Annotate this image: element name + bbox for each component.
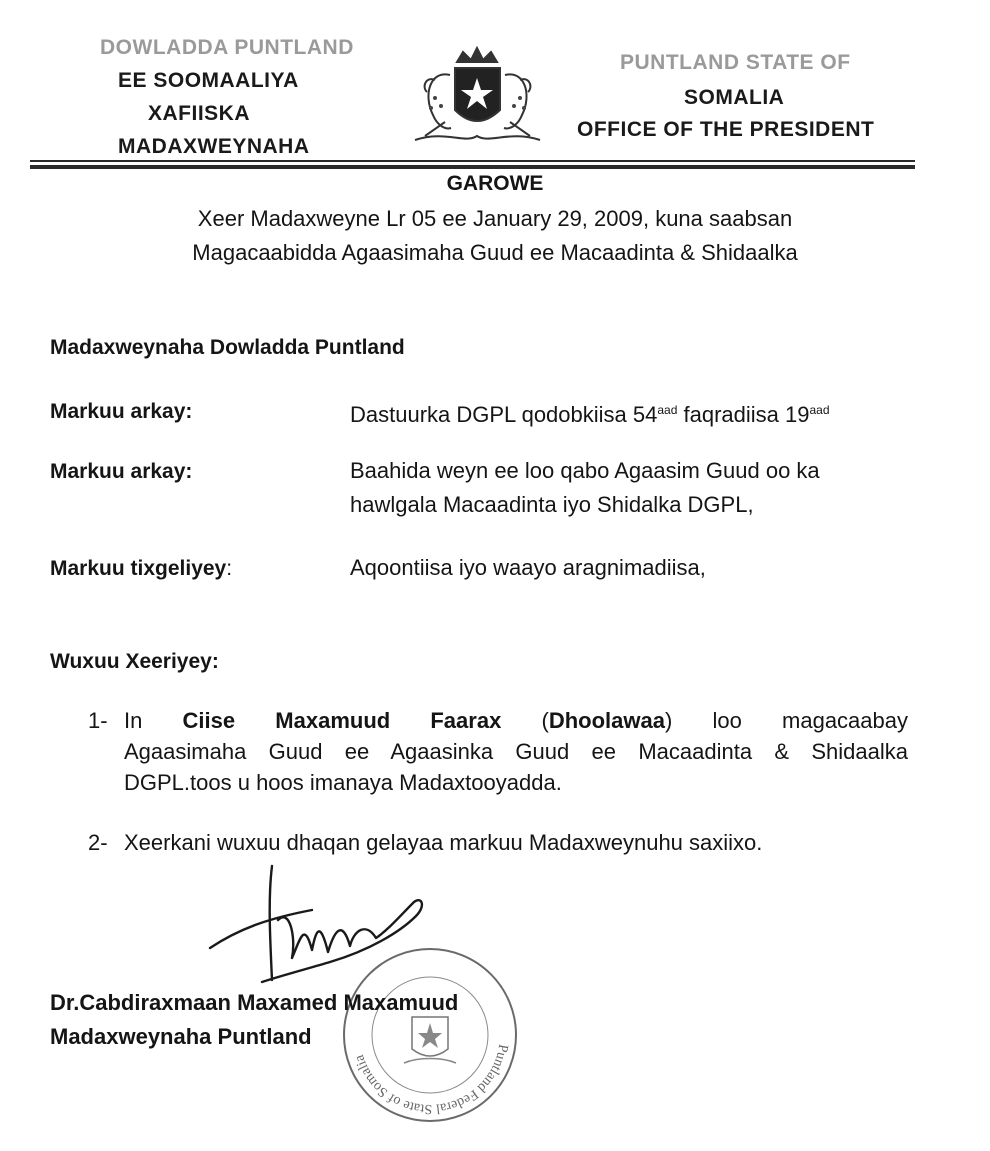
item-2-number: 2-	[88, 830, 108, 855]
item-2-text: Xeerkani wuxuu dhaqan gelayaa markuu Madaxweynuhu saxiixo.	[124, 830, 763, 855]
decree-heading: Wuxuu Xeeriyey:	[50, 650, 219, 673]
header-left-line-2: EE SOOMAALIYA	[118, 69, 299, 92]
item-1-line-3: DGPL.toos u hoos imanaya Madaxtooyadda.	[124, 770, 562, 795]
coat-of-arms-emblem-icon	[405, 40, 550, 152]
decree-item-1	[88, 705, 908, 798]
header-left-line-4: MADAXWEYNAHA	[118, 135, 310, 158]
item-1-number: 1-	[88, 708, 108, 733]
item-1-line-2: Agaasimaha Guud ee Agaasinka Guud ee Macaadinta & Shidaalka	[124, 739, 908, 764]
header-rule-top	[30, 160, 915, 162]
recital-1-label: Markuu arkay:	[50, 400, 193, 423]
header-left-line-3: XAFIISKA	[148, 102, 251, 125]
svg-text:Puntland Federal State of Soma: Puntland Federal State of Somalia	[352, 1043, 511, 1117]
city-heading: GAROWE	[446, 172, 544, 195]
item-1-line-1: In Ciise Maxamuud Faarax (Dhoolawaa) loo magacaabay	[124, 708, 908, 733]
header-left-line-1: DOWLADDA PUNTLAND	[100, 36, 354, 59]
recital-3-text: Aqoontiisa iyo waayo aragnimadiisa,	[350, 555, 706, 580]
signatory-name: Dr.Cabdiraxmaan Maxamed Maxamuud	[50, 990, 459, 1015]
official-stamp	[340, 945, 520, 1125]
decree-title-line-1: Xeer Madaxweyne Lr 05 ee January 29, 2009, kuna saabsan	[197, 206, 793, 231]
issuer-heading: Madaxweynaha Dowladda Puntland	[50, 336, 405, 359]
recital-3-label: Markuu tixgeliyey:	[50, 557, 233, 580]
header-right-line-3: OFFICE OF THE PRESIDENT	[577, 118, 875, 141]
decree-title-line-2: Magacaabidda Agaasimaha Guud ee Macaadinta & Shidaalka	[192, 240, 798, 265]
signatory-title: Madaxweynaha Puntland	[50, 1024, 312, 1049]
header-rule-bottom	[30, 165, 915, 169]
recital-1-text: Dastuurka DGPL qodobkiisa $54^{aad}$ faqradiisa $19^{aad}$	[350, 402, 830, 427]
recital-2-line-1: Baahida weyn ee loo qabo Agaasim Guud oo ka	[350, 458, 820, 483]
recital-2-label: Markuu arkay:	[50, 460, 193, 483]
recital-2-line-2: hawlgala Macaadinta iyo Shidalka DGPL,	[350, 492, 754, 517]
decree-item-2	[88, 827, 908, 858]
header-right-line-2: SOMALIA	[684, 86, 785, 109]
header-right-line-1: PUNTLAND STATE OF	[620, 51, 851, 74]
